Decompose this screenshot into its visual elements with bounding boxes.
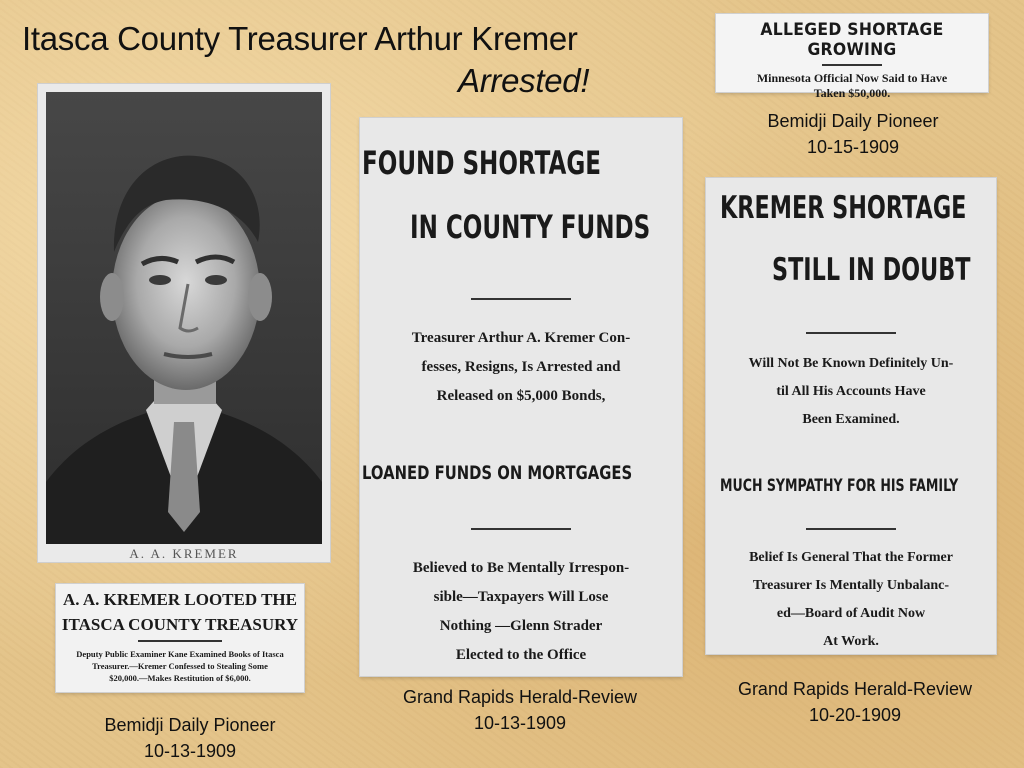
clipping-subhead: Minnesota Official Now Said to Have — [756, 71, 948, 85]
clipping-herald-10-20 — [706, 178, 996, 654]
portrait-photo — [38, 84, 330, 562]
clipping-deck — [706, 544, 996, 656]
clipping-deck-line: Believed to Be Mentally Irrespon- — [412, 560, 630, 576]
source-name: Bemidji Daily Pioneer — [767, 111, 939, 131]
source-caption-pioneer-10-13 — [60, 712, 320, 764]
clipping-subhead: $20,000.—Makes Restitution of $6,000. — [109, 673, 251, 683]
clipping-headline: FOUND SHORTAGE — [362, 144, 602, 182]
source-name: Grand Rapids Herald-Review — [402, 687, 638, 707]
clipping-pioneer-10-13 — [56, 584, 304, 692]
clipping-deck-line: til All His Accounts Have — [776, 384, 926, 399]
clipping-subheadline: LOANED FUNDS ON MORTGAGES — [362, 462, 633, 484]
source-caption-herald-10-13 — [362, 684, 678, 736]
clipping-deck-line: Will Not Be Known Definitely Un- — [748, 356, 954, 371]
clipping-deck-line: Elected to the Office — [455, 647, 587, 663]
clipping-headline: KREMER SHORTAGE — [720, 190, 967, 226]
portrait-drawing — [46, 92, 322, 544]
portrait-caption: A. A. KREMER — [129, 546, 239, 561]
clipping-deck — [706, 350, 996, 434]
clipping-rule — [138, 640, 222, 642]
clipping-headline: ALLEGED SHORTAGE GROWING — [760, 20, 944, 60]
clipping-rule — [806, 332, 896, 334]
clipping-deck-line: At Work. — [823, 634, 879, 649]
clipping-subhead: Treasurer.—Kremer Confessed to Stealing Some — [92, 661, 268, 671]
clipping-deck-line: Released on $5,000 Bonds, — [436, 388, 606, 404]
clipping-headline: ITASCA COUNTY TREASURY — [61, 615, 299, 634]
clipping-deck-line: sible—Taxpayers Will Lose — [433, 589, 609, 605]
source-date: 10-15-1909 — [806, 137, 900, 157]
clipping-headline: A. A. KREMER LOOTED THE — [63, 590, 297, 609]
clipping-deck-line: Nothing —Glenn Strader — [439, 618, 603, 634]
portrait-image — [46, 92, 322, 544]
source-caption-herald-10-20 — [710, 676, 1000, 728]
clipping-deck-line: Belief Is General That the Former — [749, 550, 953, 565]
slide-title: Itasca County Treasurer Arthur Kremer — [22, 20, 578, 57]
clipping-deck-line: Treasurer Is Mentally Unbalanc- — [752, 578, 950, 593]
clipping-rule — [471, 528, 571, 530]
clipping-rule — [471, 298, 571, 300]
slide-title-arrested: Arrested! — [458, 62, 590, 99]
clipping-subhead: Deputy Public Examiner Kane Examined Books of Itasca — [76, 649, 284, 659]
clipping-herald-10-13 — [360, 118, 682, 676]
clipping-headline: IN COUNTY FUNDS — [410, 208, 651, 246]
source-date: 10-13-1909 — [143, 741, 237, 761]
clipping-deck-line: Been Examined. — [802, 412, 900, 427]
clipping-deck-line: ed—Board of Audit Now — [776, 606, 926, 621]
clipping-headline: STILL IN DOUBT — [772, 252, 971, 288]
clipping-deck-line: fesses, Resigns, Is Arrested and — [421, 359, 621, 375]
clipping-subhead: Taken $50,000. — [813, 86, 891, 100]
clipping-subheadline: MUCH SYMPATHY FOR HIS FAMILY — [720, 476, 959, 496]
source-name: Grand Rapids Herald-Review — [737, 679, 973, 699]
clipping-rule — [806, 528, 896, 530]
source-name: Bemidji Daily Pioneer — [104, 715, 276, 735]
clipping-deck — [360, 554, 682, 670]
clipping-deck — [360, 324, 682, 411]
clipping-pioneer-10-15 — [716, 14, 988, 100]
source-caption-pioneer-10-15 — [720, 108, 986, 160]
clipping-deck-line: Treasurer Arthur A. Kremer Con- — [411, 330, 631, 346]
clipping-rule — [822, 64, 882, 66]
source-date: 10-20-1909 — [808, 705, 902, 725]
source-date: 10-13-1909 — [473, 713, 567, 733]
